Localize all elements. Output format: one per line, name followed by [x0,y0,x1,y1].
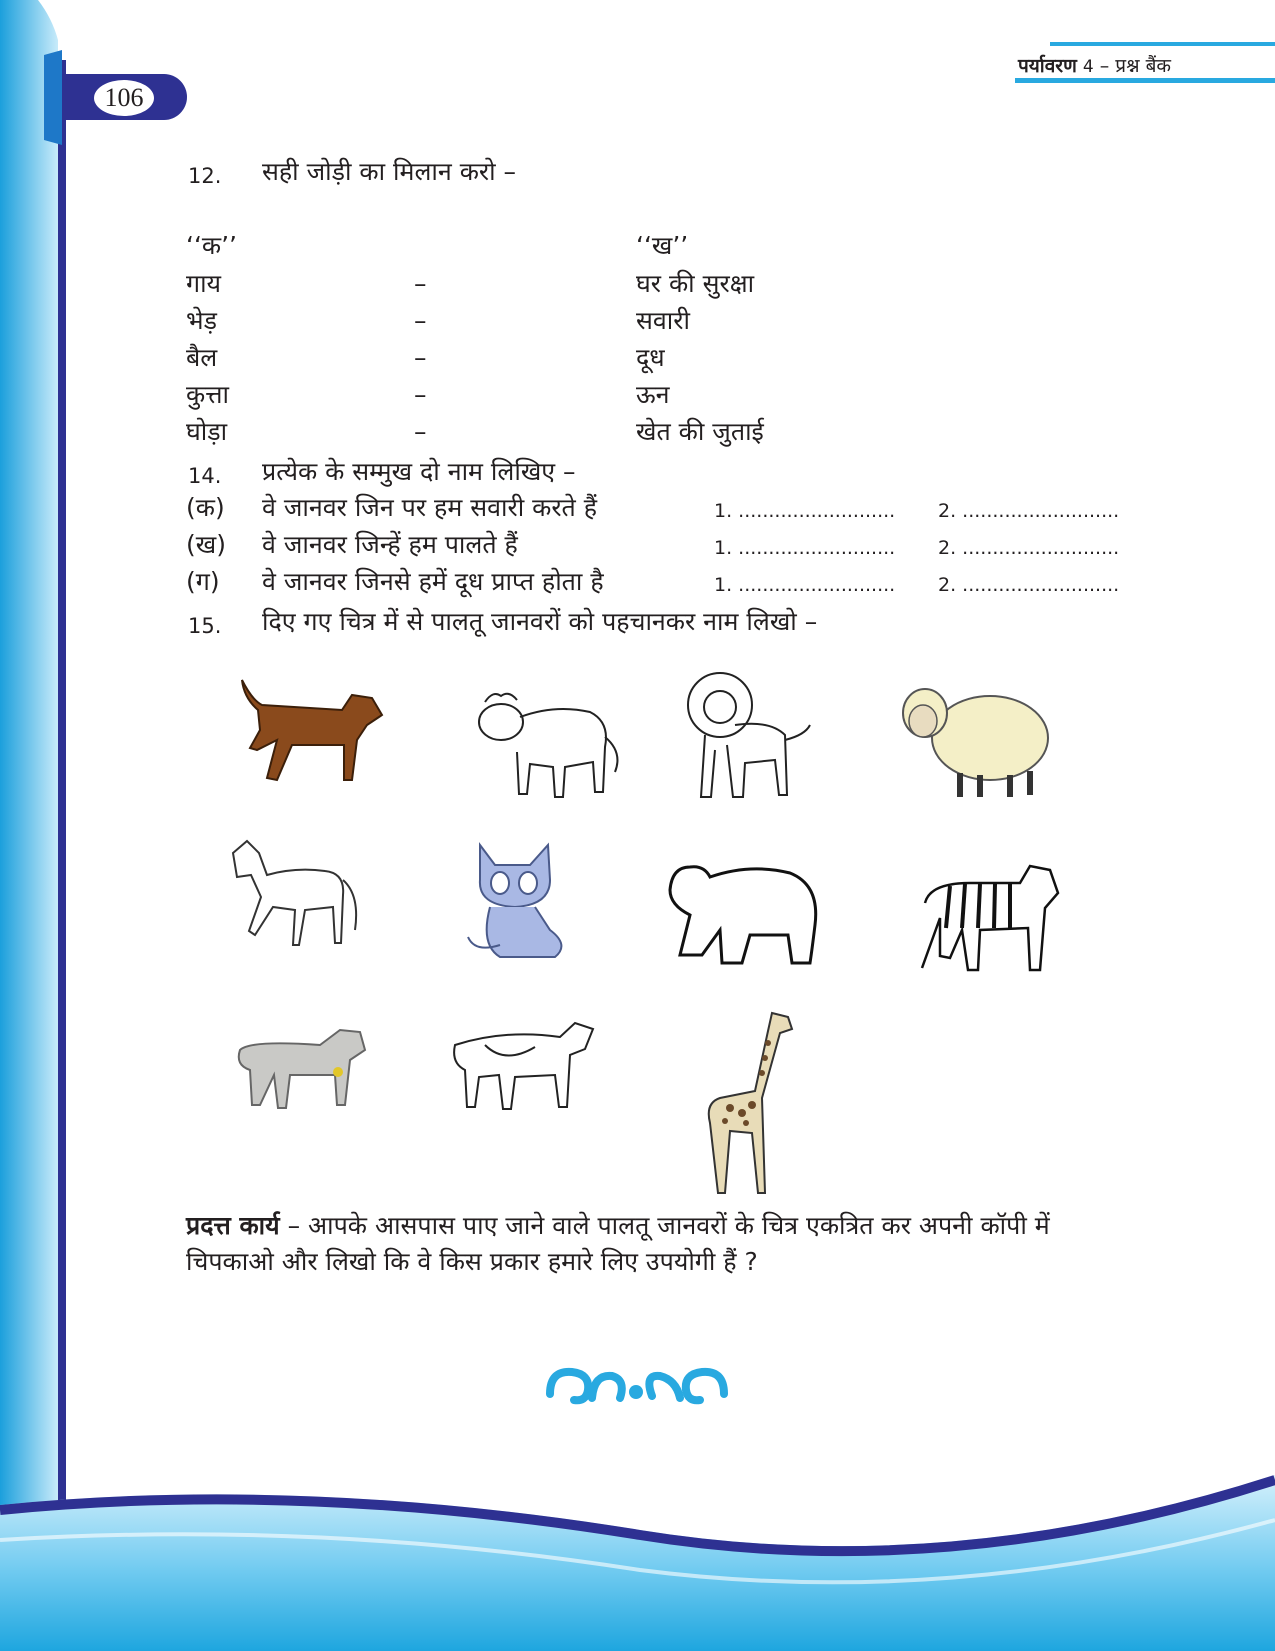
q14-item [186,566,1126,603]
col-a-label: ‘‘क’’ [186,231,237,260]
match-left: भेड़ [186,306,217,335]
answer-blank-1[interactable]: 1. .......................... [714,537,896,559]
bear-image [660,855,825,970]
q14-item [186,529,1126,566]
match-dash: – [414,380,427,409]
match-row [186,416,886,453]
header-title [1018,52,1171,78]
match-dash: – [414,343,427,372]
lion-image [675,665,815,805]
q14-text: प्रत्येक के सम्मुख दो नाम लिखिए – [262,457,576,486]
q14-item-text: वे जानवर जिनसे हमें दूध प्राप्त होता है [262,567,604,596]
giraffe-image [680,1003,810,1203]
tiger-image [910,858,1065,978]
match-row [186,268,886,305]
header-dash: – [1099,55,1110,77]
goat-image [220,1020,370,1115]
q15-number: 15. [188,614,222,638]
header-section: प्रश्न बैंक [1115,55,1172,77]
cow-image [465,682,630,807]
match-row [186,379,886,416]
match-left: गाय [186,269,222,298]
q15-text: दिए गए चित्र में से पालतू जानवरों को पहचानकर नाम लिखो – [262,607,818,636]
answer-blank-2[interactable]: 2. .......................... [938,500,1120,522]
match-left: कुत्ता [186,380,229,409]
match-dash: – [414,417,427,446]
q14-item [186,492,1126,529]
match-left: घोड़ा [186,417,228,446]
match-dash: – [414,306,427,335]
header-book: पर्यावरण [1018,55,1077,77]
q14-item-label: (क) [186,493,225,522]
q12-text: सही जोड़ी का मिलान करो – [262,157,517,186]
header-class: 4 [1082,57,1094,77]
match-dash: – [414,269,427,298]
answer-blank-2[interactable]: 2. .......................... [938,537,1120,559]
q14-item-text: वे जानवर जिन्हें हम पालते हैं [262,530,518,559]
dog-image [232,670,392,785]
cat-image [460,835,580,965]
match-right: ऊन [636,380,670,409]
match-left: बैल [186,343,218,372]
q14-item-label: (ग) [186,567,220,596]
q14-item-text: वे जानवर जिन पर हम सवारी करते हैं [262,493,598,522]
match-right: सवारी [636,306,690,335]
end-ornament-icon [540,1360,735,1408]
ox-image [445,1015,600,1115]
activity-label: प्रदत्त कार्य [186,1211,280,1240]
activity-text-1: – आपके आसपास पाए जाने वाले पालतू जानवरों के चित्र एकत्रित कर अपनी कॉपी में [279,1211,1050,1240]
match-right: दूध [636,343,665,372]
horse-image [225,835,365,950]
q14-item-label: (ख) [186,530,226,559]
activity-line-2: चिपकाओ और लिखो कि वे किस प्रकार हमारे लिए उपयोगी हैं ? [186,1247,758,1276]
match-table [186,268,886,453]
q12-number: 12. [188,164,222,188]
match-right: खेत की जुताई [636,417,764,446]
answer-blank-1[interactable]: 1. .......................... [714,500,896,522]
col-b-label: ‘‘ख’’ [636,231,689,260]
match-right: घर की सुरक्षा [636,269,755,298]
answer-blank-2[interactable]: 2. .......................... [938,574,1120,596]
answer-blank-1[interactable]: 1. .......................... [714,574,896,596]
activity-line-1 [186,1210,1050,1242]
sheep-image [895,673,1055,803]
q14-number: 14. [188,464,222,488]
match-row [186,305,886,342]
match-row [186,342,886,379]
q14-items [186,492,1126,603]
page-number: 106 [104,83,144,112]
